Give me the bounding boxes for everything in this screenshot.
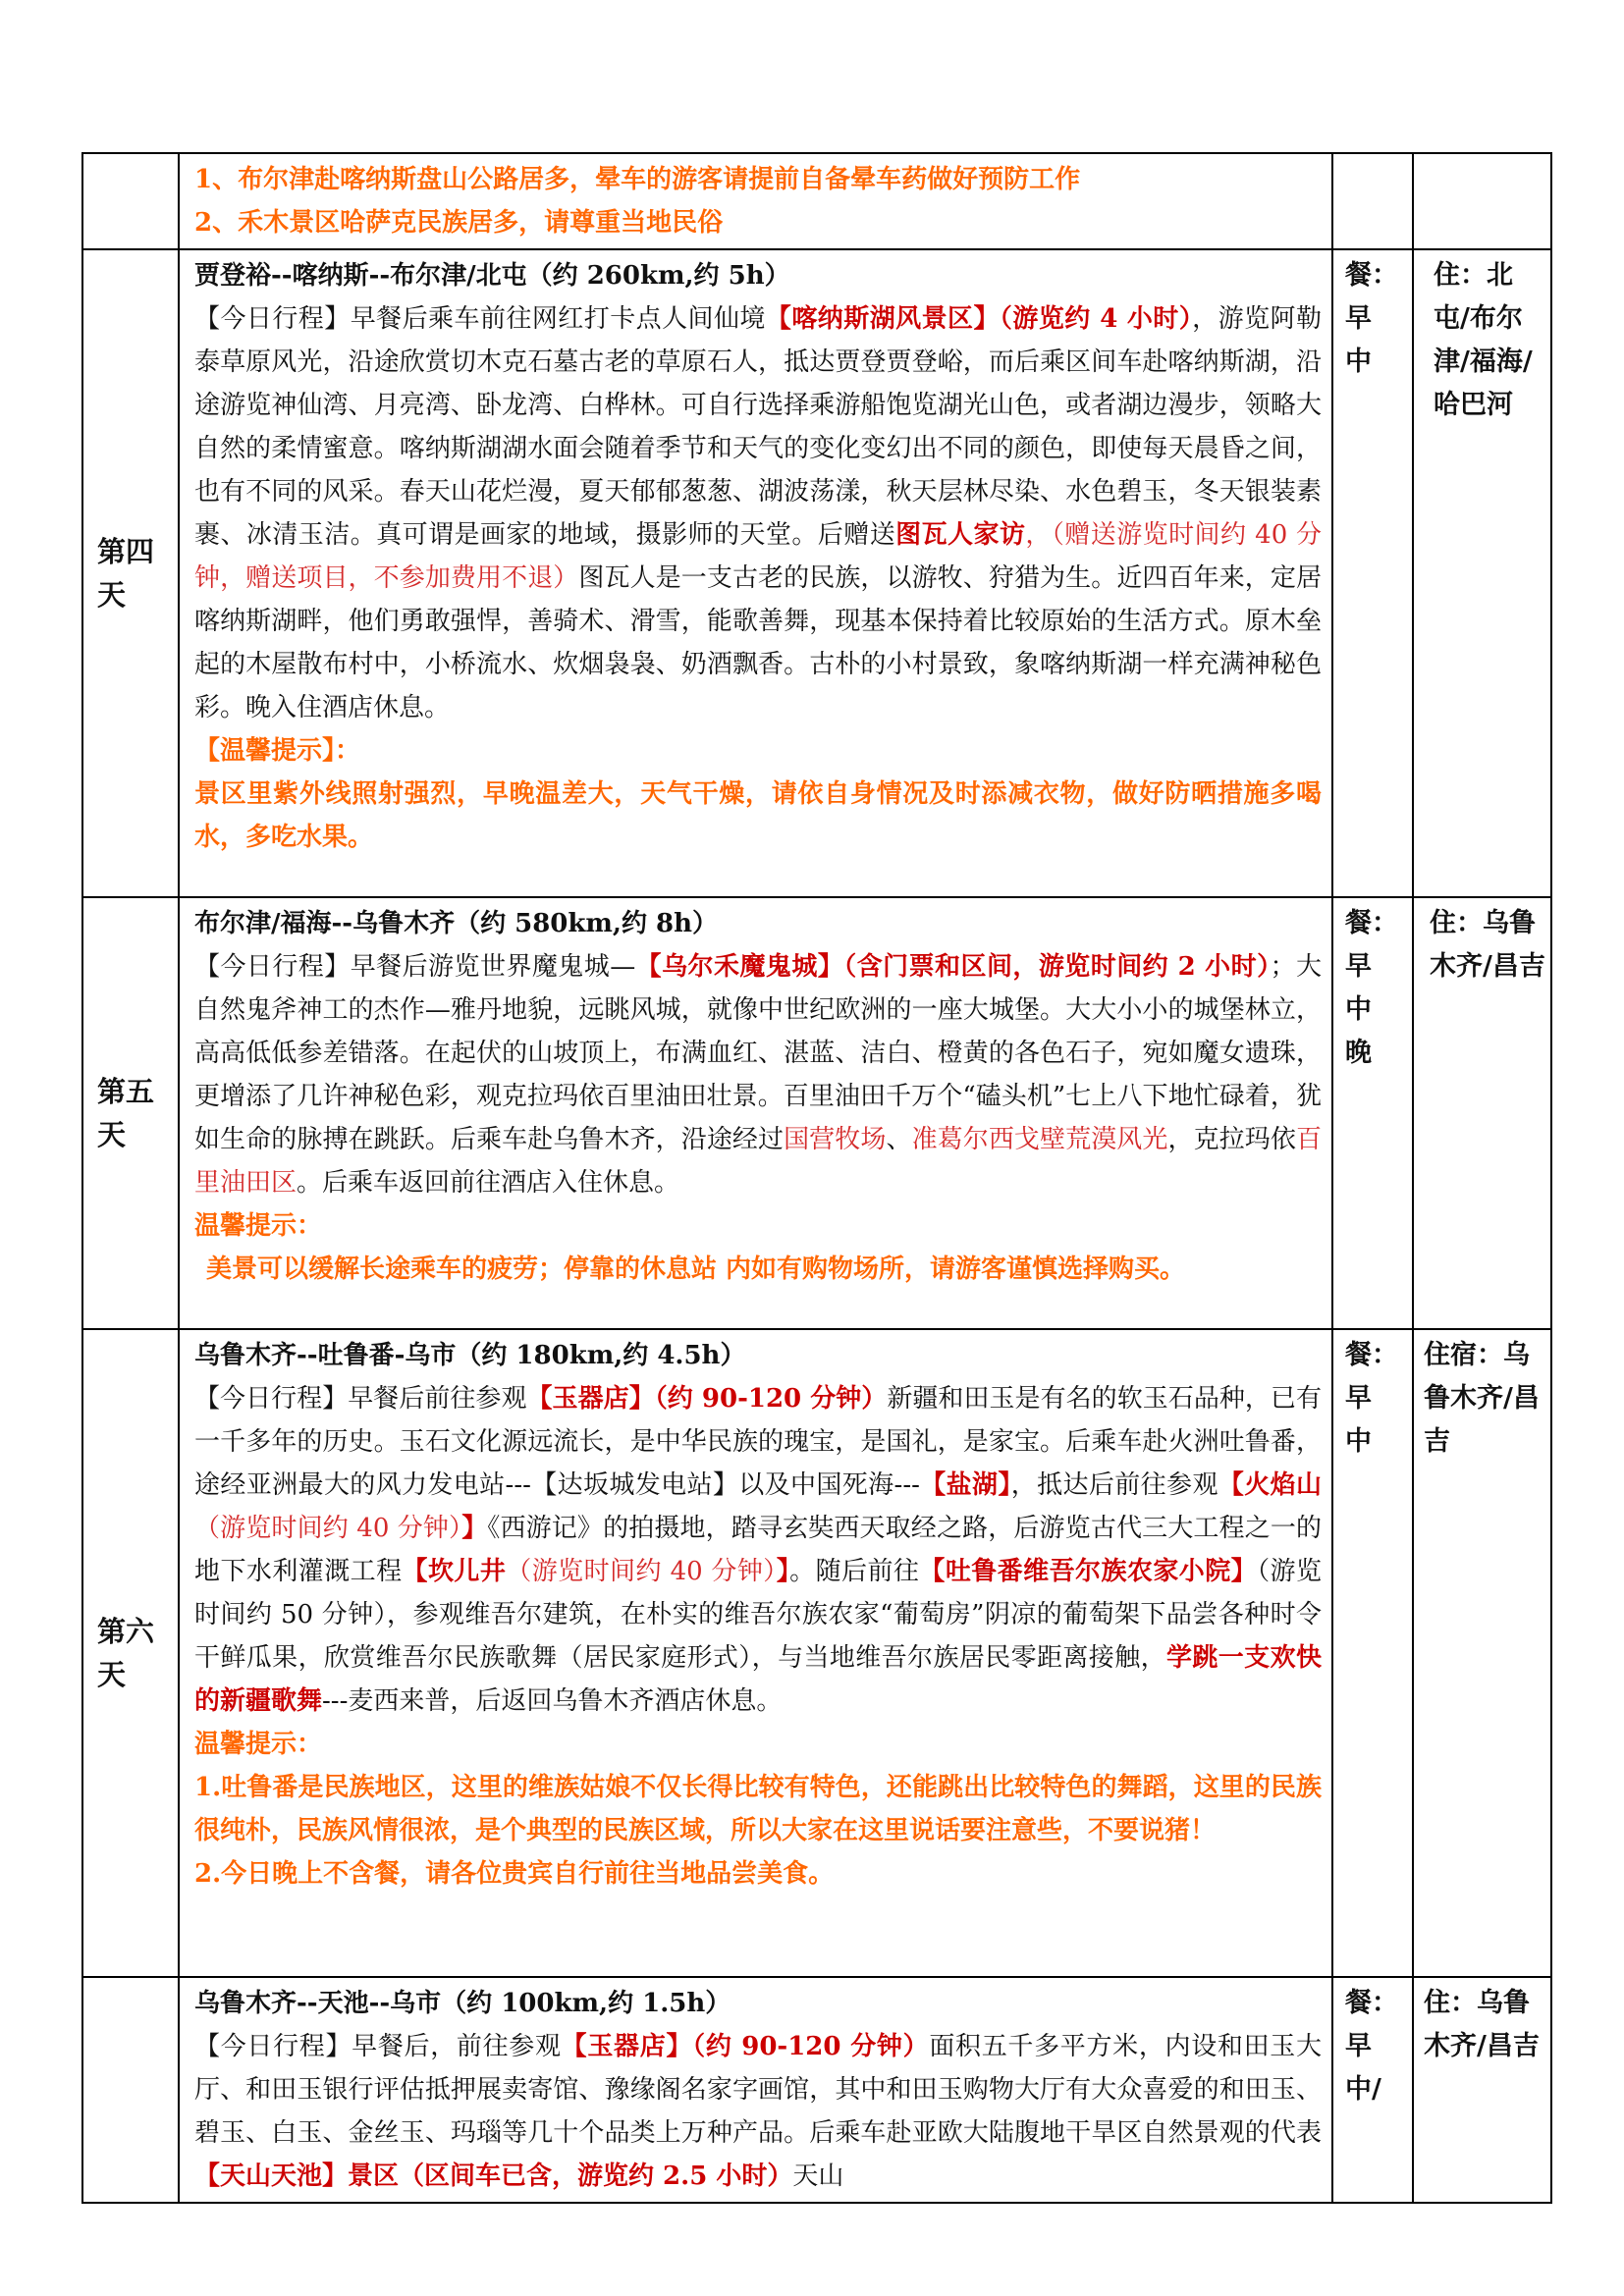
stay-cell-empty	[1413, 153, 1551, 249]
tip-line-2: 2、禾木景区哈萨克民族居多，请尊重当地民俗	[194, 208, 724, 238]
day-label: 第五天	[82, 897, 179, 1329]
day-cell-empty	[82, 153, 179, 249]
day-label: 第六天	[82, 1329, 179, 1977]
content-cell-day6	[179, 1329, 1332, 1977]
tip-title: 【温馨提示】：	[194, 736, 361, 766]
route-title: 贾登裕--喀纳斯--布尔津/北屯（约 260km,约 5h）	[194, 261, 790, 291]
tip-line-1: 1、布尔津赴喀纳斯盘山公路居多，晕车的游客请提前自备晕车药做好预防工作	[194, 165, 1081, 194]
content-cell-day7	[179, 1977, 1332, 2203]
route-title: 布尔津/福海--乌鲁木齐（约 580km,约 8h）	[194, 909, 719, 938]
day-label: 第四天	[82, 249, 179, 897]
itinerary-text: 【今日行程】早餐后前往参观【玉器店】（约 90-120 分钟）新疆和田玉是有名的软玉石品种，已有一千多年的历史。玉石文化源远流长，是中华民族的瑰宝，是国礼，是家宝。后乘车赴火洲吐鲁番，途经亚洲最大的风力发电站---【达坂城发电站】以及中国死海---【盐湖】，抵达后前往参观【火焰山（游览时间约 40 分钟）】《西游记》的拍摄地，踏寻玄奘西天取经之路，后游览古代三大工程之一的地下水利灌溉工程【坎儿井（游览时间约 40 分钟）】。随后前往【吐鲁番维吾尔族农家小院】（游览时间约 50 分钟），参观维吾尔建筑，在朴实的维吾尔族农家“葡萄房”阴凉的葡萄架下品尝各种时令干鲜瓜果，欣赏维吾尔民族歌舞（居民家庭形式），与当地维吾尔族居民零距离接触，学跳一支欢快的新疆歌舞---麦西来普，后返回乌鲁木齐酒店休息。	[194, 1384, 1322, 1716]
itinerary-text: 【今日行程】早餐后，前往参观【玉器店】（约 90-120 分钟）面积五千多平方米，内设和田玉大厅、和田玉银行评估抵押展卖寄馆、豫缘阁名家字画馆，其中和田玉购物大厅有大众喜爱的和田玉、碧玉、白玉、金丝玉、玛瑙等几十个品类上万种产品。后乘车赴亚欧大陆腹地干旱区自然景观的代表【天山天池】景区（区间车已含，游览约 2.5 小时）天山	[194, 2032, 1322, 2191]
highlight-attraction: 国营牧场	[784, 1125, 887, 1154]
route-title: 乌鲁木齐--吐鲁番-乌市（约 180km,约 4.5h）	[194, 1341, 746, 1370]
highlight-note: ，（赠送游览时间约 40 分钟，赠送项目，不参加费用不退）	[194, 520, 1322, 593]
tip-text: 2.今日晚上不含餐，请各位贵宾自行前往当地品尝美食。	[194, 1859, 835, 1889]
tip-title: 温馨提示：	[194, 1211, 323, 1241]
highlight-attraction: 学跳一支欢快的新疆歌舞	[194, 1643, 1322, 1716]
itinerary-row-tips	[82, 153, 1551, 249]
stay-cell: 住宿：乌鲁木齐/昌吉	[1413, 1329, 1551, 1977]
route-title: 乌鲁木齐--天池--乌市（约 100km,约 1.5h）	[194, 1989, 731, 2018]
meal-cell: 餐： 早 中	[1332, 249, 1413, 897]
tip-title: 温馨提示：	[194, 1730, 323, 1759]
highlight-attraction: 准葛尔西戈壁荒漠风光	[911, 1125, 1168, 1154]
highlight-attraction: 【天山天池】景区（区间车已含，游览约 2.5 小时）	[194, 2162, 793, 2191]
day-cell-empty	[82, 1977, 179, 2203]
itinerary-text: 【今日行程】早餐后游览世界魔鬼城—【乌尔禾魔鬼城】（含门票和区间，游览时间约 2 小时）；大自然鬼斧神工的杰作—雅丹地貌，远眺风城，就像中世纪欧洲的一座大城堡。大大小小的城堡林立，高高低低参差错落。在起伏的山坡顶上，布满血红、湛蓝、洁白、橙黄的各色石子，宛如魔女遗珠，更增添了几许神秘色彩，观克拉玛依百里油田壮景。百里油田千万个“磕头机”七上八下地忙碌着，犹如生命的脉搏在跳跃。后乘车赴乌鲁木齐，沿途经过国营牧场、准葛尔西戈壁荒漠风光，克拉玛依百里油田区。后乘车返回前往酒店入住休息。	[194, 952, 1322, 1198]
meal-cell: 餐： 早 中 晚	[1332, 897, 1413, 1329]
highlight-attraction: 【玉器店】（约 90-120 分钟）	[526, 1384, 888, 1414]
itinerary-text: 【今日行程】早餐后乘车前往网红打卡点人间仙境【喀纳斯湖风景区】（游览约 4 小时），游览阿勒泰草原风光，沿途欣赏切木克石墓古老的草原石人，抵达贾登贾登峪，而后乘区间车赴喀纳斯湖，沿途游览神仙湾、月亮湾、卧龙湾、白桦林。可自行选择乘游船饱览湖光山色，或者湖边漫步，领略大自然的柔情蜜意。喀纳斯湖湖水面会随着季节和天气的变化变幻出不同的颜色，即使每天晨昏之间，也有不同的风采。春天山花烂漫，夏天郁郁葱葱、湖波荡漾，秋天层林尽染、水色碧玉，冬天银装素裹、冰清玉洁。真可谓是画家的地域，摄影师的天堂。后赠送图瓦人家访，（赠送游览时间约 40 分钟，赠送项目，不参加费用不退）图瓦人是一支古老的民族，以游牧、狩猎为生。近四百年来，定居喀纳斯湖畔，他们勇敢强悍，善骑术、滑雪，能歌善舞，现基本保持着比较原始的生活方式。原木垒起的木屋散布村中，小桥流水、炊烟袅袅、奶酒飘香。古朴的小村景致，象喀纳斯湖一样充满神秘色彩。晚入住酒店休息。	[194, 304, 1322, 722]
tip-text: 美景可以缓解长途乘车的疲劳；停靠的休息站 内如有购物场所，请游客谨慎选择购买。	[206, 1255, 1186, 1284]
content-cell-day4	[179, 249, 1332, 897]
highlight-attraction: 图瓦人家访	[895, 520, 1026, 550]
itinerary-row-day4	[82, 249, 1551, 897]
highlight-attraction: 【盐湖】	[919, 1470, 1011, 1500]
highlight-attraction: 【火焰山	[1218, 1470, 1322, 1500]
highlight-attraction: 百里油田区	[194, 1125, 1322, 1198]
stay-cell: 住：北屯/布尔津/福海/哈巴河	[1413, 249, 1551, 897]
content-cell-day5	[179, 897, 1332, 1329]
highlight-attraction: 【喀纳斯湖风景区】（游览约 4 小时）	[765, 304, 1193, 334]
stay-cell: 住：乌鲁木齐/昌吉	[1413, 897, 1551, 1329]
meal-cell-empty	[1332, 153, 1413, 249]
tip-text: 景区里紫外线照射强烈，早晚温差大，天气干燥，请依自身情况及时添减衣物，做好防晒措施多喝水，多吃水果。	[194, 779, 1322, 852]
itinerary-row-day6	[82, 1329, 1551, 1977]
itinerary-row-day7	[82, 1977, 1551, 2203]
stay-cell: 住：乌鲁木齐/昌吉	[1413, 1977, 1551, 2203]
itinerary-table	[81, 152, 1552, 2204]
highlight-attraction: 【乌尔禾魔鬼城】（含门票和区间，游览时间约 2 小时）	[635, 952, 1271, 982]
meal-cell: 餐： 早 中	[1332, 1329, 1413, 1977]
highlight-attraction: 【吐鲁番维吾尔族农家小院】	[919, 1557, 1258, 1586]
highlight-attraction: 【坎儿井	[402, 1557, 507, 1586]
itinerary-row-day5	[82, 897, 1551, 1329]
content-cell-tips	[179, 153, 1332, 249]
highlight-attraction: 【玉器店】（约 90-120 分钟）	[561, 2032, 930, 2061]
tip-text: 1.吐鲁番是民族地区，这里的维族姑娘不仅长得比较有特色，还能跳出比较特色的舞蹈，这里的民族很纯朴，民族风情很浓，是个典型的民族区域，所以大家在这里说话要注意些，不要说猪！	[194, 1773, 1322, 1845]
meal-cell: 餐： 早 中/	[1332, 1977, 1413, 2203]
